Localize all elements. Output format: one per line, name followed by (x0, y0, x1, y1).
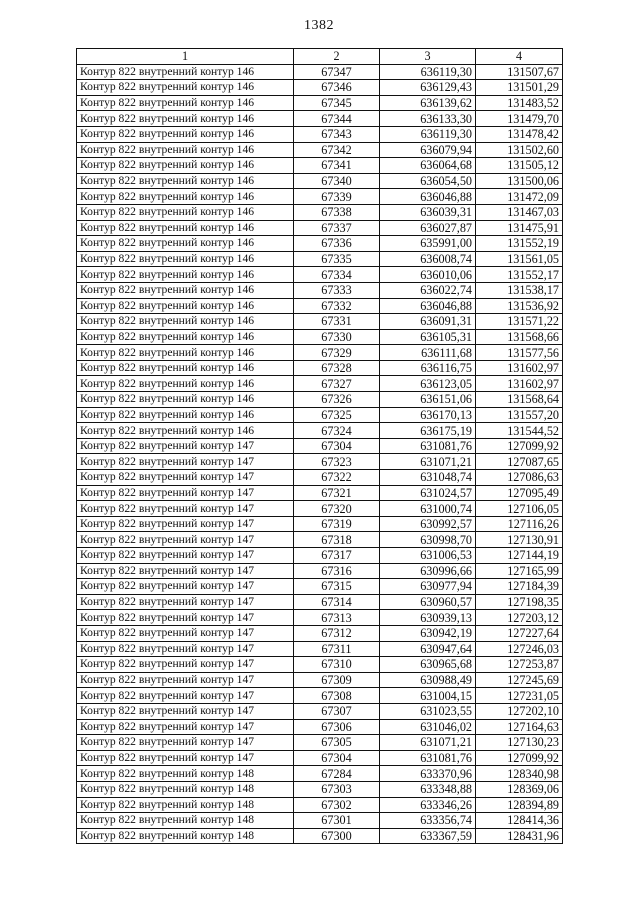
contour-name-cell: Контур 822 внутренний контур 146 (77, 392, 294, 408)
table-row (77, 688, 563, 704)
contour-name-cell: Контур 822 внутренний контур 146 (77, 173, 294, 189)
table-row (77, 345, 563, 361)
x-coordinate-cell: 631004,15 (380, 688, 476, 704)
contour-name-cell: Контур 822 внутренний контур 146 (77, 251, 294, 267)
y-coordinate-cell: 127227,64 (476, 625, 563, 641)
table-row (77, 64, 563, 80)
contour-name-cell: Контур 822 внутренний контур 146 (77, 314, 294, 330)
y-coordinate-cell: 131467,03 (476, 204, 563, 220)
table-row (77, 392, 563, 408)
point-number-cell: 67333 (294, 282, 380, 298)
y-coordinate-cell: 131500,06 (476, 173, 563, 189)
table-row (77, 610, 563, 626)
contour-name-cell: Контур 822 внутренний контур 147 (77, 470, 294, 486)
header-row (77, 49, 563, 65)
table-row (77, 485, 563, 501)
table-row (77, 329, 563, 345)
table-row (77, 594, 563, 610)
y-coordinate-cell: 131568,64 (476, 392, 563, 408)
point-number-cell: 67332 (294, 298, 380, 314)
x-coordinate-cell: 630960,57 (380, 594, 476, 610)
y-coordinate-cell: 127130,91 (476, 532, 563, 548)
point-number-cell: 67316 (294, 563, 380, 579)
point-number-cell: 67304 (294, 750, 380, 766)
y-coordinate-cell: 127253,87 (476, 657, 563, 673)
contour-name-cell: Контур 822 внутренний контур 147 (77, 548, 294, 564)
y-coordinate-cell: 131557,20 (476, 407, 563, 423)
y-coordinate-cell: 127099,92 (476, 438, 563, 454)
contour-name-cell: Контур 822 внутренний контур 146 (77, 80, 294, 96)
y-coordinate-cell: 127198,35 (476, 594, 563, 610)
contour-name-cell: Контур 822 внутренний контур 146 (77, 282, 294, 298)
table-row (77, 158, 563, 174)
y-coordinate-cell: 131552,17 (476, 267, 563, 283)
x-coordinate-cell: 636079,94 (380, 142, 476, 158)
contour-name-cell: Контур 822 внутренний контур 146 (77, 142, 294, 158)
contour-name-cell: Контур 822 внутренний контур 146 (77, 376, 294, 392)
contour-name-cell: Контур 822 внутренний контур 148 (77, 828, 294, 844)
x-coordinate-cell: 631046,02 (380, 719, 476, 735)
table-row (77, 579, 563, 595)
table-row (77, 423, 563, 439)
point-number-cell: 67330 (294, 329, 380, 345)
x-coordinate-cell: 636170,13 (380, 407, 476, 423)
point-number-cell: 67318 (294, 532, 380, 548)
contour-name-cell: Контур 822 внутренний контур 146 (77, 267, 294, 283)
y-coordinate-cell: 131571,22 (476, 314, 563, 330)
point-number-cell: 67335 (294, 251, 380, 267)
table-row (77, 126, 563, 142)
table-row (77, 111, 563, 127)
point-number-cell: 67284 (294, 766, 380, 782)
contour-name-cell: Контур 822 внутренний контур 147 (77, 579, 294, 595)
table-row (77, 532, 563, 548)
table-row (77, 813, 563, 829)
table-row (77, 563, 563, 579)
x-coordinate-cell: 636022,74 (380, 282, 476, 298)
point-number-cell: 67331 (294, 314, 380, 330)
table-row (77, 501, 563, 517)
x-coordinate-cell: 635991,00 (380, 236, 476, 252)
x-coordinate-cell: 633346,26 (380, 797, 476, 813)
table-row (77, 438, 563, 454)
y-coordinate-cell: 131502,60 (476, 142, 563, 158)
point-number-cell: 67336 (294, 236, 380, 252)
point-number-cell: 67347 (294, 64, 380, 80)
contour-name-cell: Контур 822 внутренний контур 147 (77, 657, 294, 673)
x-coordinate-cell: 630965,68 (380, 657, 476, 673)
contour-name-cell: Контур 822 внутренний контур 147 (77, 703, 294, 719)
x-coordinate-cell: 636133,30 (380, 111, 476, 127)
x-coordinate-cell: 633370,96 (380, 766, 476, 782)
contour-name-cell: Контур 822 внутренний контур 146 (77, 236, 294, 252)
table-row (77, 516, 563, 532)
contour-name-cell: Контур 822 внутренний контур 147 (77, 485, 294, 501)
contour-name-cell: Контур 822 внутренний контур 147 (77, 594, 294, 610)
point-number-cell: 67313 (294, 610, 380, 626)
table-row (77, 454, 563, 470)
y-coordinate-cell: 131507,67 (476, 64, 563, 80)
table-row (77, 750, 563, 766)
y-coordinate-cell: 128340,98 (476, 766, 563, 782)
x-coordinate-cell: 636116,75 (380, 360, 476, 376)
table-row (77, 360, 563, 376)
y-coordinate-cell: 128414,36 (476, 813, 563, 829)
x-coordinate-cell: 631081,76 (380, 750, 476, 766)
y-coordinate-cell: 131552,19 (476, 236, 563, 252)
contour-name-cell: Контур 822 внутренний контур 146 (77, 423, 294, 439)
point-number-cell: 67337 (294, 220, 380, 236)
y-coordinate-cell: 128431,96 (476, 828, 563, 844)
point-number-cell: 67334 (294, 267, 380, 283)
point-number-cell: 67312 (294, 625, 380, 641)
y-coordinate-cell: 127086,63 (476, 470, 563, 486)
x-coordinate-cell: 636105,31 (380, 329, 476, 345)
point-number-cell: 67307 (294, 703, 380, 719)
table-row (77, 376, 563, 392)
contour-name-cell: Контур 822 внутренний контур 147 (77, 750, 294, 766)
header-col-2: 2 (294, 49, 380, 65)
y-coordinate-cell: 131475,91 (476, 220, 563, 236)
contour-name-cell: Контур 822 внутренний контур 147 (77, 672, 294, 688)
point-number-cell: 67321 (294, 485, 380, 501)
x-coordinate-cell: 636091,31 (380, 314, 476, 330)
x-coordinate-cell: 630996,66 (380, 563, 476, 579)
contour-name-cell: Контур 822 внутренний контур 146 (77, 126, 294, 142)
table-row (77, 766, 563, 782)
header-col-4: 4 (476, 49, 563, 65)
point-number-cell: 67305 (294, 735, 380, 751)
x-coordinate-cell: 636046,88 (380, 189, 476, 205)
point-number-cell: 67329 (294, 345, 380, 361)
table-row (77, 625, 563, 641)
contour-name-cell: Контур 822 внутренний контур 147 (77, 501, 294, 517)
x-coordinate-cell: 636064,68 (380, 158, 476, 174)
y-coordinate-cell: 127165,99 (476, 563, 563, 579)
contour-name-cell: Контур 822 внутренний контур 148 (77, 813, 294, 829)
y-coordinate-cell: 127116,26 (476, 516, 563, 532)
y-coordinate-cell: 131505,12 (476, 158, 563, 174)
contour-name-cell: Контур 822 внутренний контур 148 (77, 766, 294, 782)
point-number-cell: 67340 (294, 173, 380, 189)
x-coordinate-cell: 631000,74 (380, 501, 476, 517)
table-row (77, 282, 563, 298)
coordinates-table (76, 48, 563, 844)
contour-name-cell: Контур 822 внутренний контур 147 (77, 625, 294, 641)
x-coordinate-cell: 636151,06 (380, 392, 476, 408)
x-coordinate-cell: 636119,30 (380, 64, 476, 80)
point-number-cell: 67304 (294, 438, 380, 454)
point-number-cell: 67324 (294, 423, 380, 439)
x-coordinate-cell: 631081,76 (380, 438, 476, 454)
table-row (77, 251, 563, 267)
point-number-cell: 67309 (294, 672, 380, 688)
y-coordinate-cell: 127144,19 (476, 548, 563, 564)
x-coordinate-cell: 630977,94 (380, 579, 476, 595)
contour-name-cell: Контур 822 внутренний контур 148 (77, 797, 294, 813)
point-number-cell: 67314 (294, 594, 380, 610)
contour-name-cell: Контур 822 внутренний контур 146 (77, 407, 294, 423)
contour-name-cell: Контур 822 внутренний контур 147 (77, 532, 294, 548)
page-number: 1382 (304, 18, 334, 33)
y-coordinate-cell: 131483,52 (476, 95, 563, 111)
point-number-cell: 67339 (294, 189, 380, 205)
y-coordinate-cell: 127202,10 (476, 703, 563, 719)
point-number-cell: 67317 (294, 548, 380, 564)
point-number-cell: 67326 (294, 392, 380, 408)
contour-name-cell: Контур 822 внутренний контур 147 (77, 641, 294, 657)
table-row (77, 719, 563, 735)
y-coordinate-cell: 131472,09 (476, 189, 563, 205)
x-coordinate-cell: 630992,57 (380, 516, 476, 532)
point-number-cell: 67345 (294, 95, 380, 111)
y-coordinate-cell: 131602,97 (476, 360, 563, 376)
point-number-cell: 67308 (294, 688, 380, 704)
table-row (77, 735, 563, 751)
x-coordinate-cell: 636139,62 (380, 95, 476, 111)
contour-name-cell: Контур 822 внутренний контур 146 (77, 329, 294, 345)
y-coordinate-cell: 131501,29 (476, 80, 563, 96)
table-row (77, 657, 563, 673)
y-coordinate-cell: 128369,06 (476, 781, 563, 797)
point-number-cell: 67344 (294, 111, 380, 127)
table-row (77, 189, 563, 205)
x-coordinate-cell: 630998,70 (380, 532, 476, 548)
x-coordinate-cell: 633348,88 (380, 781, 476, 797)
contour-name-cell: Контур 822 внутренний контур 146 (77, 158, 294, 174)
x-coordinate-cell: 636010,06 (380, 267, 476, 283)
x-coordinate-cell: 633367,59 (380, 828, 476, 844)
y-coordinate-cell: 131538,17 (476, 282, 563, 298)
x-coordinate-cell: 636123,05 (380, 376, 476, 392)
x-coordinate-cell: 630939,13 (380, 610, 476, 626)
table-body (77, 64, 563, 844)
table-row (77, 173, 563, 189)
y-coordinate-cell: 127130,23 (476, 735, 563, 751)
table-row (77, 797, 563, 813)
y-coordinate-cell: 131577,56 (476, 345, 563, 361)
table-row (77, 703, 563, 719)
point-number-cell: 67346 (294, 80, 380, 96)
point-number-cell: 67327 (294, 376, 380, 392)
table-row (77, 548, 563, 564)
y-coordinate-cell: 127095,49 (476, 485, 563, 501)
contour-name-cell: Контур 822 внутренний контур 146 (77, 95, 294, 111)
y-coordinate-cell: 127203,12 (476, 610, 563, 626)
x-coordinate-cell: 630947,64 (380, 641, 476, 657)
contour-name-cell: Контур 822 внутренний контур 146 (77, 204, 294, 220)
contour-name-cell: Контур 822 внутренний контур 146 (77, 220, 294, 236)
y-coordinate-cell: 127164,63 (476, 719, 563, 735)
table-row (77, 220, 563, 236)
point-number-cell: 67301 (294, 813, 380, 829)
header-col-1: 1 (77, 49, 294, 65)
x-coordinate-cell: 636027,87 (380, 220, 476, 236)
x-coordinate-cell: 636111,68 (380, 345, 476, 361)
contour-name-cell: Контур 822 внутренний контур 146 (77, 360, 294, 376)
contour-name-cell: Контур 822 внутренний контур 147 (77, 688, 294, 704)
x-coordinate-cell: 636046,88 (380, 298, 476, 314)
table-row (77, 828, 563, 844)
y-coordinate-cell: 131536,92 (476, 298, 563, 314)
point-number-cell: 67310 (294, 657, 380, 673)
point-number-cell: 67319 (294, 516, 380, 532)
y-coordinate-cell: 131568,66 (476, 329, 563, 345)
x-coordinate-cell: 636008,74 (380, 251, 476, 267)
y-coordinate-cell: 131561,05 (476, 251, 563, 267)
x-coordinate-cell: 631024,57 (380, 485, 476, 501)
contour-name-cell: Контур 822 внутренний контур 147 (77, 610, 294, 626)
contour-name-cell: Контур 822 внутренний контур 146 (77, 64, 294, 80)
point-number-cell: 67311 (294, 641, 380, 657)
table-header (77, 49, 563, 65)
x-coordinate-cell: 631006,53 (380, 548, 476, 564)
table-row (77, 80, 563, 96)
contour-name-cell: Контур 822 внутренний контур 147 (77, 438, 294, 454)
x-coordinate-cell: 631071,21 (380, 454, 476, 470)
x-coordinate-cell: 636054,50 (380, 173, 476, 189)
table-row (77, 142, 563, 158)
point-number-cell: 67322 (294, 470, 380, 486)
table-row (77, 470, 563, 486)
y-coordinate-cell: 127099,92 (476, 750, 563, 766)
y-coordinate-cell: 127245,69 (476, 672, 563, 688)
table-row (77, 314, 563, 330)
point-number-cell: 67323 (294, 454, 380, 470)
table-row (77, 298, 563, 314)
point-number-cell: 67342 (294, 142, 380, 158)
table-row (77, 641, 563, 657)
contour-name-cell: Контур 822 внутренний контур 147 (77, 735, 294, 751)
contour-name-cell: Контур 822 внутренний контур 147 (77, 454, 294, 470)
table-row (77, 672, 563, 688)
point-number-cell: 67343 (294, 126, 380, 142)
point-number-cell: 67328 (294, 360, 380, 376)
table-row (77, 236, 563, 252)
contour-name-cell: Контур 822 внутренний контур 147 (77, 563, 294, 579)
table-row (77, 267, 563, 283)
point-number-cell: 67341 (294, 158, 380, 174)
y-coordinate-cell: 131479,70 (476, 111, 563, 127)
y-coordinate-cell: 131544,52 (476, 423, 563, 439)
y-coordinate-cell: 131602,97 (476, 376, 563, 392)
x-coordinate-cell: 633356,74 (380, 813, 476, 829)
y-coordinate-cell: 127246,03 (476, 641, 563, 657)
table-row (77, 781, 563, 797)
x-coordinate-cell: 636175,19 (380, 423, 476, 439)
x-coordinate-cell: 630942,19 (380, 625, 476, 641)
x-coordinate-cell: 636039,31 (380, 204, 476, 220)
x-coordinate-cell: 631071,21 (380, 735, 476, 751)
y-coordinate-cell: 128394,89 (476, 797, 563, 813)
contour-name-cell: Контур 822 внутренний контур 148 (77, 781, 294, 797)
table-row (77, 95, 563, 111)
y-coordinate-cell: 127106,05 (476, 501, 563, 517)
point-number-cell: 67315 (294, 579, 380, 595)
x-coordinate-cell: 631023,55 (380, 703, 476, 719)
point-number-cell: 67325 (294, 407, 380, 423)
header-col-3: 3 (380, 49, 476, 65)
contour-name-cell: Контур 822 внутренний контур 146 (77, 189, 294, 205)
x-coordinate-cell: 631048,74 (380, 470, 476, 486)
point-number-cell: 67320 (294, 501, 380, 517)
table-row (77, 407, 563, 423)
point-number-cell: 67300 (294, 828, 380, 844)
contour-name-cell: Контур 822 внутренний контур 147 (77, 516, 294, 532)
contour-name-cell: Контур 822 внутренний контур 146 (77, 345, 294, 361)
y-coordinate-cell: 127087,65 (476, 454, 563, 470)
x-coordinate-cell: 636129,43 (380, 80, 476, 96)
point-number-cell: 67303 (294, 781, 380, 797)
point-number-cell: 67306 (294, 719, 380, 735)
contour-name-cell: Контур 822 внутренний контур 146 (77, 298, 294, 314)
contour-name-cell: Контур 822 внутренний контур 147 (77, 719, 294, 735)
y-coordinate-cell: 131478,42 (476, 126, 563, 142)
contour-name-cell: Контур 822 внутренний контур 146 (77, 111, 294, 127)
x-coordinate-cell: 630988,49 (380, 672, 476, 688)
point-number-cell: 67338 (294, 204, 380, 220)
y-coordinate-cell: 127231,05 (476, 688, 563, 704)
table-row (77, 204, 563, 220)
y-coordinate-cell: 127184,39 (476, 579, 563, 595)
point-number-cell: 67302 (294, 797, 380, 813)
x-coordinate-cell: 636119,30 (380, 126, 476, 142)
